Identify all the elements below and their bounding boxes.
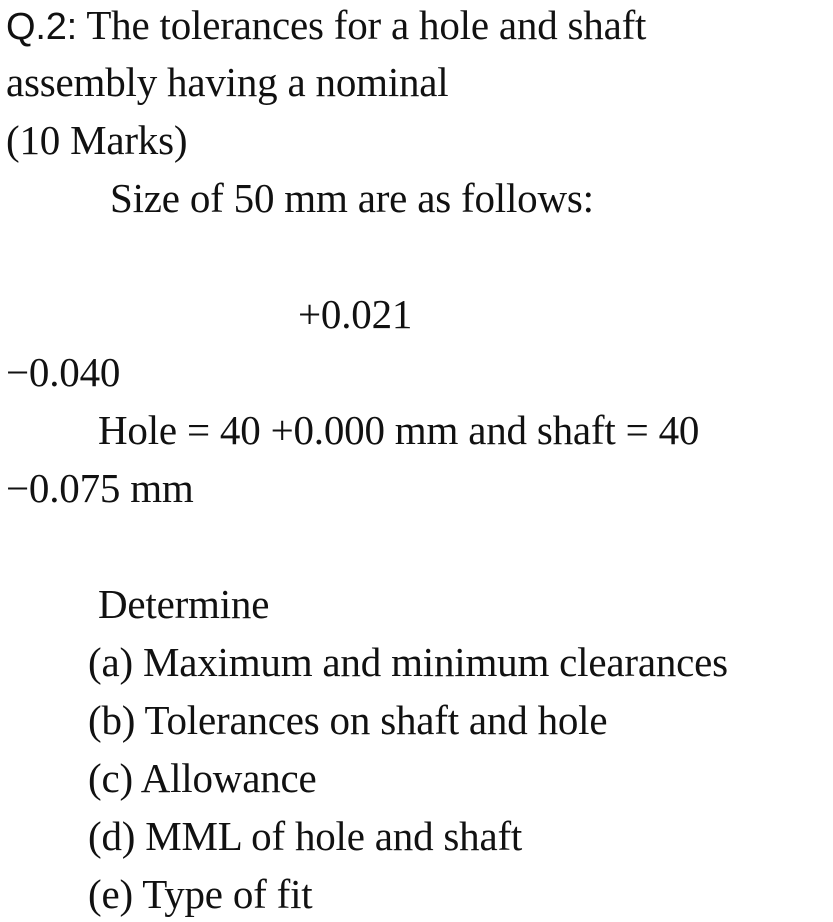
task-item-c: (c) Allowance [88,755,317,801]
question-title-text: The tolerances for a hole and shaft [77,2,647,48]
question-label: Q.2: [6,6,78,48]
task-item-e: (e) Type of fit [88,871,313,917]
task-item-b: (b) Tolerances on shaft and hole [88,697,608,743]
determine-heading: Determine [98,581,270,627]
question-title-line-1 [6,0,646,52]
question-title-line-2: assembly having a nominal [6,59,449,105]
tolerance-statement: Hole = 40 +0.000 mm and shaft = 40 [98,407,700,453]
task-item-a: (a) Maximum and minimum clearances [88,639,728,685]
task-item-d: (d) MML of hole and shaft [88,813,523,859]
question-title-line-3: Size of 50 mm are as follows: [110,175,594,221]
shaft-lower-deviation: −0.075 mm [6,465,194,511]
marks-label: (10 Marks) [6,117,188,163]
shaft-upper-deviation: −0.040 [6,349,121,395]
hole-upper-deviation: +0.021 [298,291,413,337]
